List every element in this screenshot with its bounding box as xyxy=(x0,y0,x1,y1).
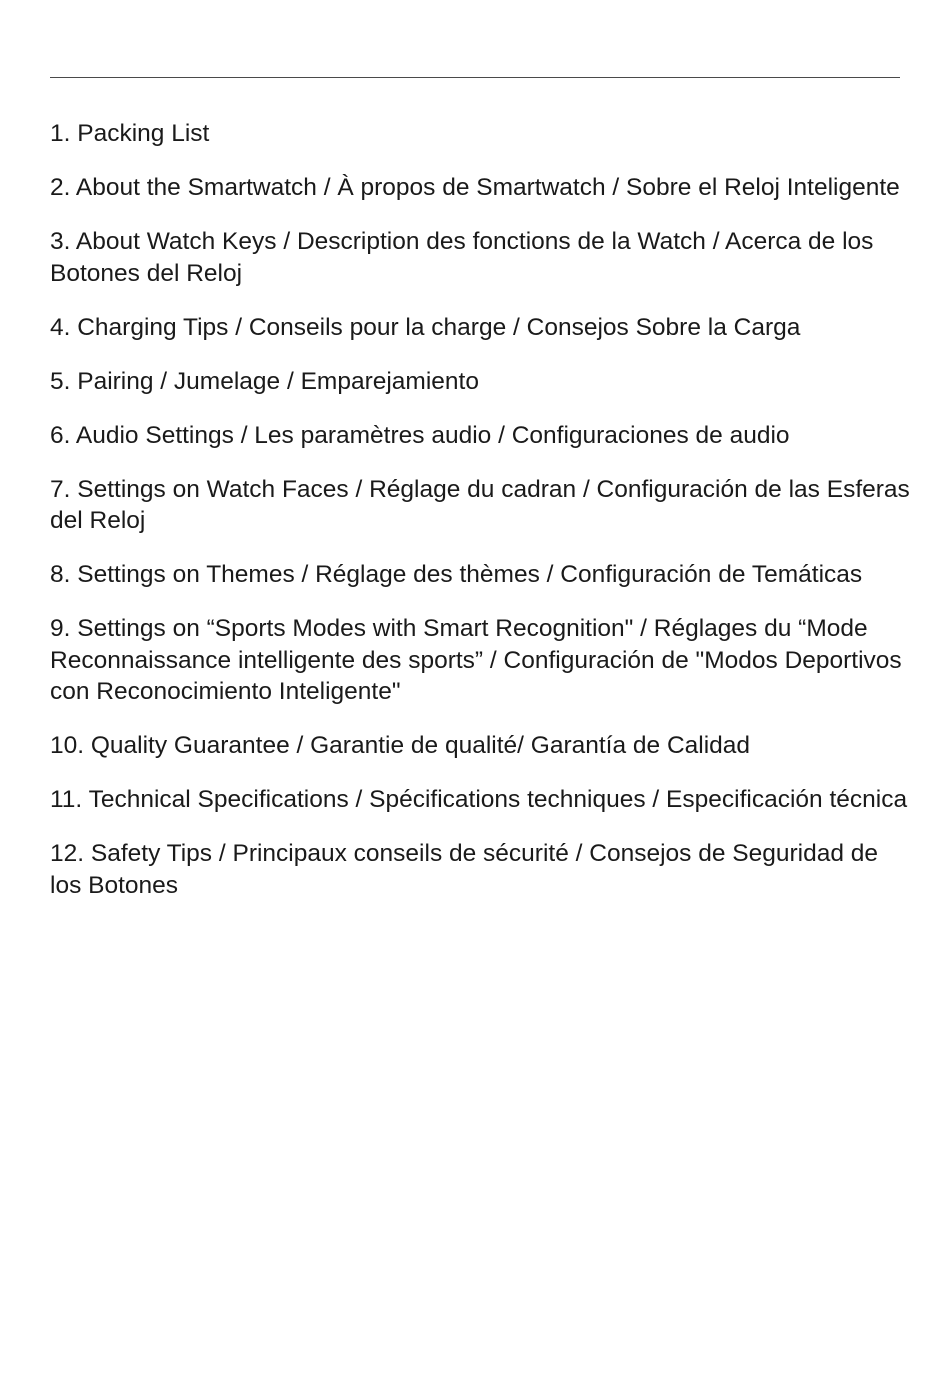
toc-item-packing-list: 1. Packing List xyxy=(50,120,210,147)
toc-item-pairing: 5. Pairing / Jumelage / Emparejamiento xyxy=(50,367,479,395)
toc-item-safety-tips: 12. Safety Tips / Principaux conseils de sécurité / Consejos de Seguridad de los Botones xyxy=(50,840,879,899)
toc-item-about-watch-keys: 3. About Watch Keys / Description des fonctions de la Watch / Acerca de los Botones del Reloj xyxy=(50,228,874,287)
toc-item-quality-guarantee: 10. Quality Guarantee / Garantie de qualité/ Garantía de Calidad xyxy=(50,732,751,759)
toc-item-watch-faces: 7. Settings on Watch Faces / Réglage du cadran / Configuración de las Esferas del Reloj xyxy=(50,475,910,534)
toc-item-sports-modes: 9. Settings on “Sports Modes with Smart Recognition" / Réglages du “Mode Reconnaissance intelligente des sports” / Configuración de "Modos Deportivos con Reconocimiento Inteligente" xyxy=(50,615,902,705)
toc-item-about-smartwatch: 2. About the Smartwatch / À propos de Smartwatch / Sobre el Reloj Inteligente xyxy=(50,174,900,201)
header-divider xyxy=(50,77,900,78)
toc-item-technical-specifications: 11. Technical Specifications / Spécifications techniques / Especificación técnica xyxy=(50,786,908,813)
toc-item-themes: 8. Settings on Themes / Réglage des thèmes / Configuración de Temáticas xyxy=(50,561,863,588)
toc-item-audio-settings: 6. Audio Settings / Les paramètres audio / Configuraciones de audio xyxy=(50,421,790,449)
toc-item-charging-tips: 4. Charging Tips / Conseils pour la charge / Consejos Sobre la Carga xyxy=(50,313,801,341)
table-of-contents xyxy=(50,118,910,924)
